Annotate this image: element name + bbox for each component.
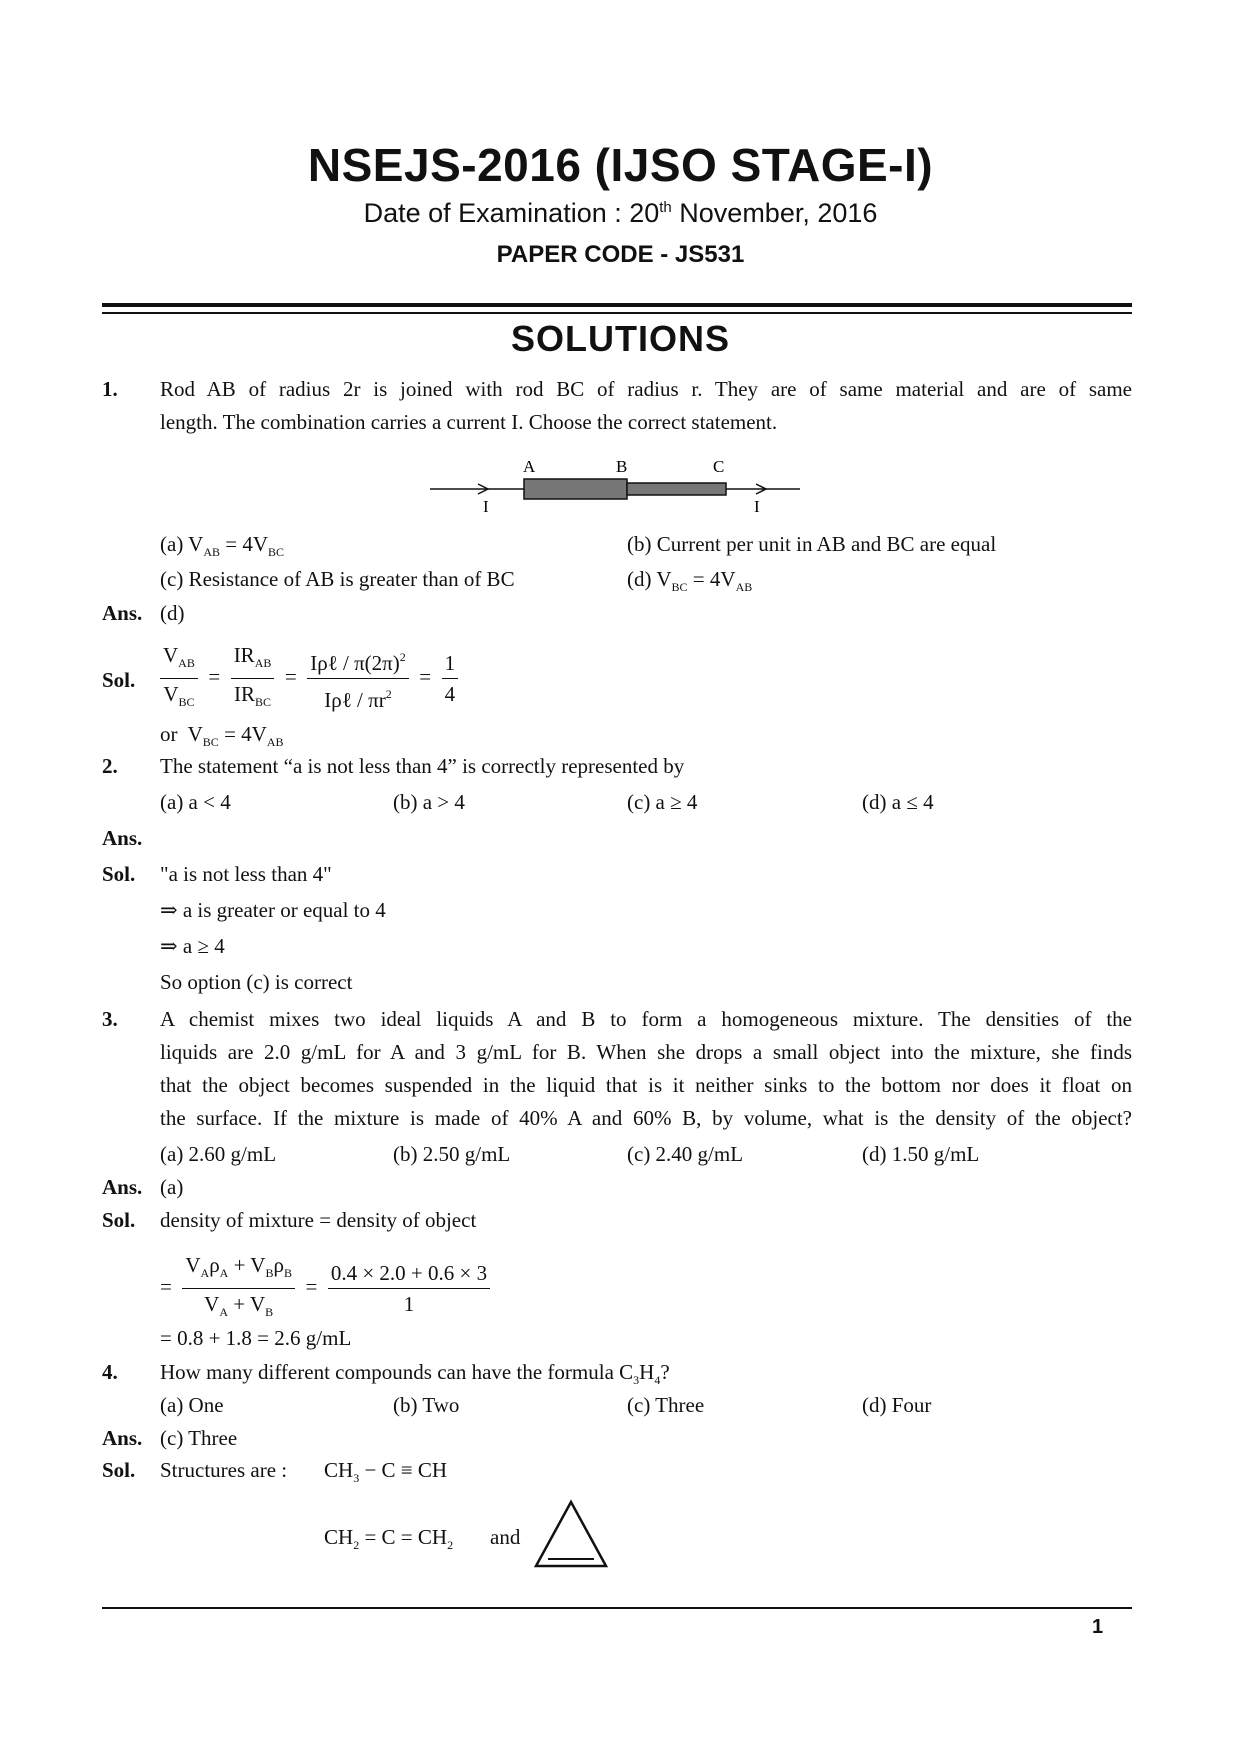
q1-number: 1. bbox=[102, 377, 118, 401]
page-number: 1 bbox=[1092, 1616, 1104, 1638]
paper-code: PAPER CODE - JS531 bbox=[496, 241, 745, 268]
q3-sol-result: = 0.8 + 1.8 = 2.6 g/mL bbox=[160, 1326, 352, 1350]
q2-sol-line4: So option (c) is correct bbox=[160, 970, 353, 994]
rod-ab bbox=[524, 479, 627, 499]
cyclopropene-structure bbox=[530, 1498, 612, 1572]
q2-option-d: (d) a ≤ 4 bbox=[862, 790, 934, 814]
ratio-quarter: $\frac{1}{4}$ bbox=[442, 648, 459, 709]
q4-text-prefix: How many different compounds can have the formula C bbox=[160, 1360, 634, 1384]
q2-text: The statement “a is not less than 4” is correctly represented by bbox=[160, 754, 685, 778]
q1-option-d: (d) $V_{BC} = 4V_{AB}$ bbox=[627, 567, 753, 594]
q3-sol-equation: = $\frac{V_A\rho_A + V_B\rho_B}{V_A + V_B}$ = $\frac{0.4 \times 2.0 + 0.6 \times 3}{1}$ bbox=[160, 1250, 490, 1327]
ratio-ir: $\frac{IR_{AB}}{IR_{BC}}$ bbox=[231, 640, 275, 717]
q2-option-a: (a) a < 4 bbox=[160, 790, 231, 814]
density-numeric-num: 0.4 × 2.0 + 0.6 × 3 bbox=[328, 1258, 490, 1289]
q2-sol-line1: "a is not less than 4" bbox=[160, 862, 332, 886]
q3-line1: A chemist mixes two ideal liquids A and B to form a homogeneous mixture. The densities of the bbox=[160, 1007, 1132, 1031]
label-a: A bbox=[523, 457, 536, 476]
q3-answer: (a) bbox=[160, 1175, 184, 1199]
q2-option-c: (c) a ≥ 4 bbox=[627, 790, 698, 814]
q1-ans-label: Ans. bbox=[102, 601, 143, 625]
q3-line3: that the object becomes suspended in the liquid that is it neither sinks to the bottom nor does it float on bbox=[160, 1073, 1132, 1097]
label-i-right: I bbox=[754, 497, 760, 516]
q1-sol-label: Sol. bbox=[102, 668, 136, 692]
density-formula: $\frac{V_A\rho_A + V_B\rho_B}{V_A + V_B}$ bbox=[182, 1250, 295, 1327]
q1-sol-equation: $\frac{V_{AB}}{V_{BC}}$ = $\frac{IR_{AB}}{IR_{BC}}$ = $\frac{I\rho\ell / \pi(2\pi)^2}{I\rho\ell / \pi r^2}$ = $\frac{1}{4}$ bbox=[160, 640, 458, 717]
q1-result-prefix: or bbox=[160, 722, 178, 746]
q2-sol-label: Sol. bbox=[102, 862, 136, 886]
exam-title: NSEJS-2016 (IJSO STAGE-I) bbox=[307, 139, 934, 191]
ratio-v: $\frac{V_{AB}}{V_{BC}}$ bbox=[160, 640, 198, 717]
density-numeric-den: 1 bbox=[403, 1292, 415, 1316]
q4-sol-label: Sol. bbox=[102, 1458, 136, 1482]
q4-option-c: (c) Three bbox=[627, 1393, 705, 1417]
propyne-structure: $CH_3 - C$ ≡ CH bbox=[324, 1458, 448, 1485]
q1-line2: length. The combination carries a current I. Choose the correct statement. bbox=[160, 410, 778, 434]
footer-rule bbox=[102, 1607, 1132, 1609]
q4-answer: (c) Three bbox=[160, 1426, 238, 1450]
exam-date-suffix: November, 2016 bbox=[671, 198, 878, 228]
density-numeric bbox=[328, 1258, 490, 1319]
q3-number: 3. bbox=[102, 1007, 118, 1031]
label-i-left: I bbox=[483, 497, 489, 516]
q2-sol-line2: ⇒ a is greater or equal to 4 bbox=[160, 898, 386, 922]
q1-answer: (d) bbox=[160, 601, 185, 625]
label-c: C bbox=[713, 457, 725, 476]
section-title: SOLUTIONS bbox=[510, 318, 730, 359]
q4-sol-prefix: Structures are : bbox=[160, 1458, 288, 1482]
q1-option-c: (c) Resistance of AB is greater than of BC bbox=[160, 567, 515, 591]
q3-option-c: (c) 2.40 g/mL bbox=[627, 1142, 744, 1166]
q3-option-a: (a) 2.60 g/mL bbox=[160, 1142, 277, 1166]
and-word: and bbox=[490, 1525, 521, 1549]
q2-number: 2. bbox=[102, 754, 118, 778]
q3-line4: the surface. If the mixture is made of 40% A and 60% B, by volume, what is the density of the object? bbox=[160, 1106, 1132, 1130]
q1-option-a: (a) $V_{AB} = 4V_{BC}$ bbox=[160, 532, 285, 559]
q2-option-b: (b) a > 4 bbox=[393, 790, 465, 814]
q3-ans-label: Ans. bbox=[102, 1175, 143, 1199]
q1-option-b: (b) Current per unit in AB and BC are equal bbox=[627, 532, 997, 556]
rod-circuit-diagram bbox=[420, 448, 810, 518]
rod-bc bbox=[627, 483, 726, 495]
q3-sol-line1: density of mixture = density of object bbox=[160, 1208, 477, 1232]
q4-option-a: (a) One bbox=[160, 1393, 224, 1417]
q3-sol-label: Sol. bbox=[102, 1208, 136, 1232]
q2-ans-label: Ans. bbox=[102, 826, 143, 850]
q4-ans-label: Ans. bbox=[102, 1426, 143, 1450]
q3-option-d: (d) 1.50 g/mL bbox=[862, 1142, 980, 1166]
q3-option-b: (b) 2.50 g/mL bbox=[393, 1142, 511, 1166]
q1-line1: Rod AB of radius 2r is joined with rod BC of radius r. They are of same material and are of same bbox=[160, 377, 1132, 401]
q2-sol-line3: ⇒ a ≥ 4 bbox=[160, 934, 225, 958]
exam-date-prefix: Date of Examination : 20 bbox=[363, 198, 660, 228]
ratio-resistivity: $\frac{I\rho\ell / \pi(2\pi)^2}{I\rho\ell / \pi r^2}$ bbox=[307, 642, 409, 715]
header-rule-thick bbox=[102, 303, 1132, 307]
q4-option-d: (d) Four bbox=[862, 1393, 932, 1417]
header-rule-thin bbox=[102, 312, 1132, 314]
label-b: B bbox=[616, 457, 628, 476]
q1-sol-result: or $V_{BC} = 4V_{AB}$ bbox=[160, 722, 284, 749]
exam-date-sup: th bbox=[659, 199, 672, 216]
q4-option-b: (b) Two bbox=[393, 1393, 460, 1417]
q4-text: How many different compounds can have the formula $C_3H_4$? bbox=[160, 1360, 670, 1387]
q4-number: 4. bbox=[102, 1360, 118, 1384]
allene-structure: $CH_2 = C = CH_2$ bbox=[324, 1525, 454, 1552]
exam-date bbox=[0, 198, 1241, 229]
q3-line2: liquids are 2.0 g/mL for A and 3 g/mL for B. When she drops a small object into the mixture, she finds bbox=[160, 1040, 1132, 1064]
